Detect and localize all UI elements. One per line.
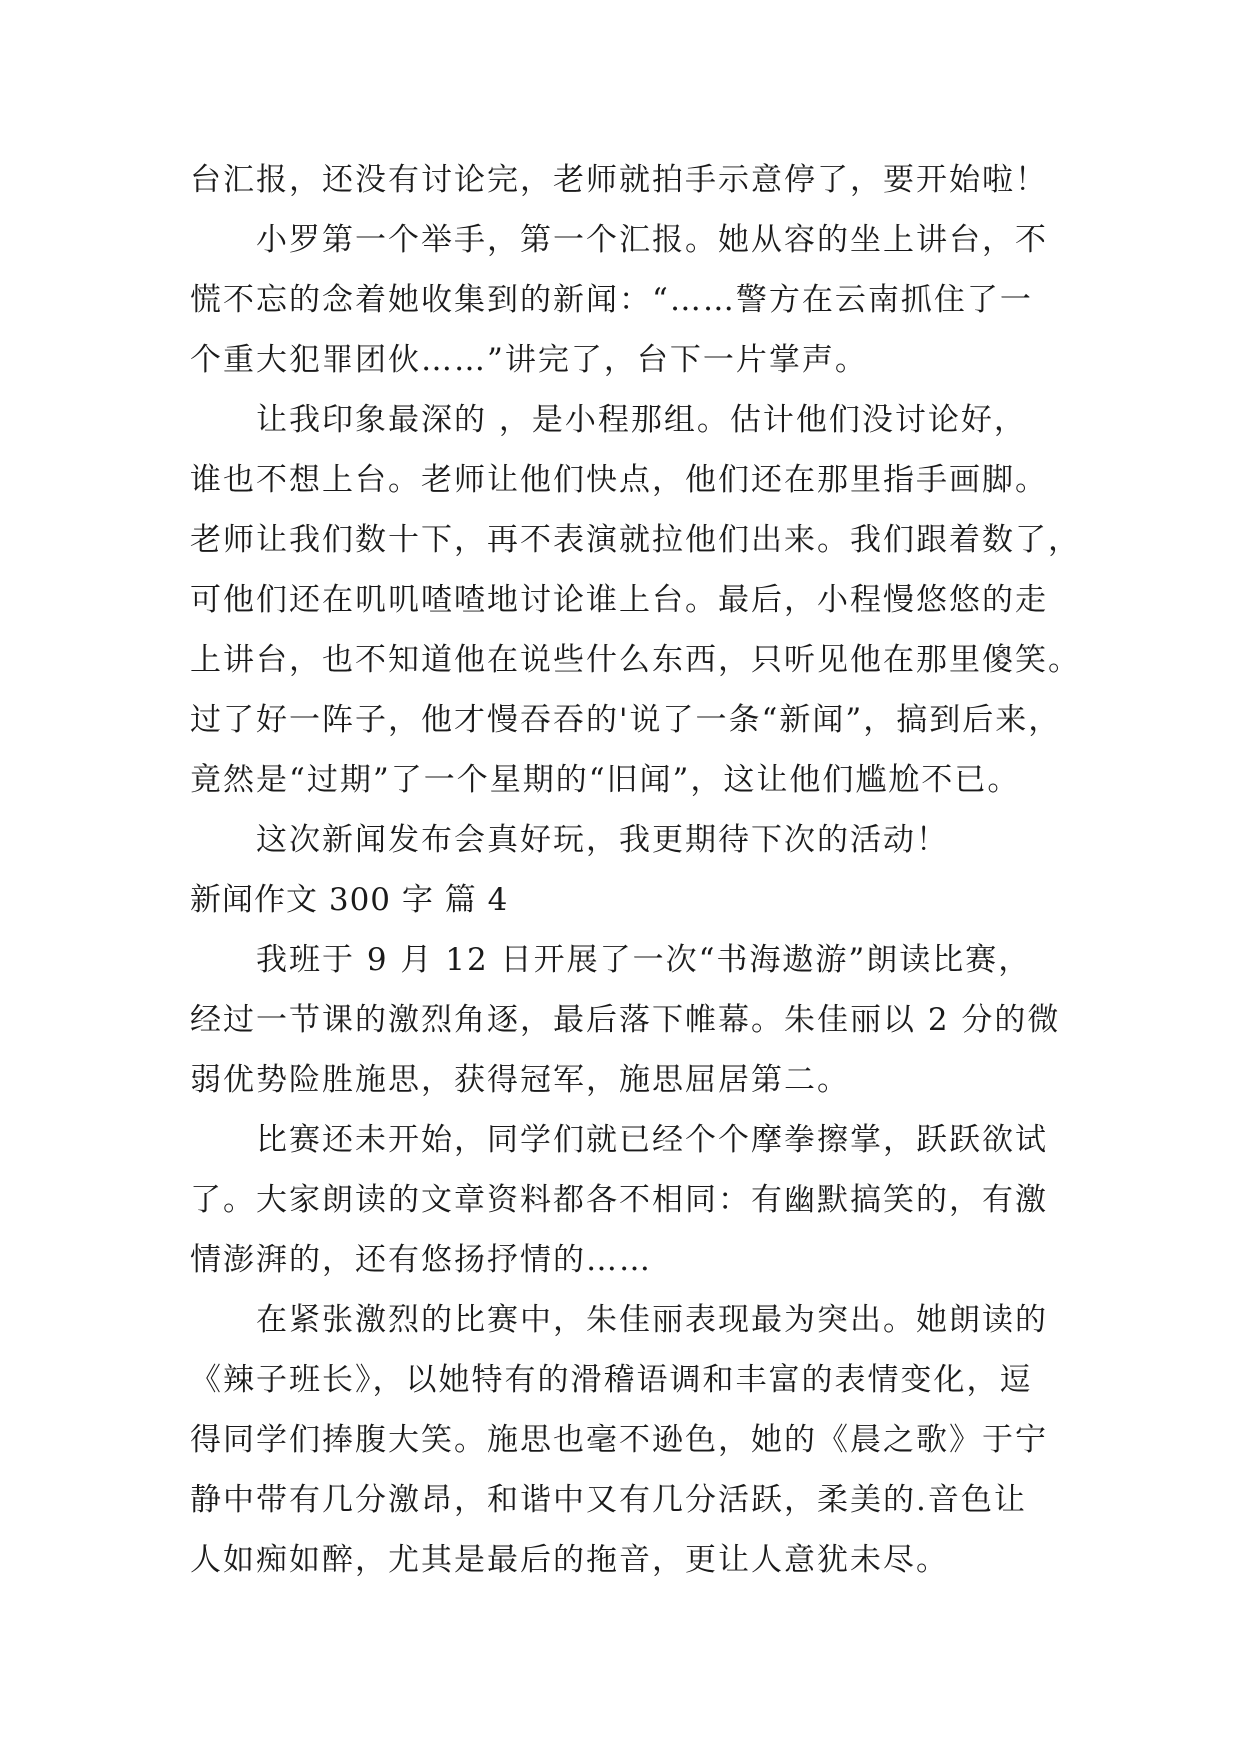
text-line: 情澎湃的，还有悠扬抒情的…… — [190, 1242, 652, 1278]
text-line: 了。大家朗读的文章资料都各不相同：有幽默搞笑的，有激 — [190, 1182, 1048, 1218]
text-line: 可他们还在叽叽喳喳地讨论谁上台。最后，小程慢悠悠的走 — [190, 582, 1048, 618]
text-line: 台汇报，还没有讨论完，老师就拍手示意停了，要开始啦！ — [190, 162, 1048, 198]
text-line: 慌不忘的念着她收集到的新闻：“……警方在云南抓住了一 — [190, 282, 1033, 318]
text-line: 我班于 9 月 12 日开展了一次“书海遨游”朗读比赛， — [256, 942, 1032, 978]
text-line: 竟然是“过期”了一个星期的“旧闻”，这让他们尴尬不已。 — [190, 762, 1021, 798]
text-line: 得同学们捧腹大笑。施思也毫不逊色，她的《晨之歌》于宁 — [190, 1422, 1048, 1458]
text-line: 上讲台，也不知道他在说些什么东西，只听见他在那里傻笑。 — [190, 642, 1081, 678]
article-body — [190, 150, 1081, 1590]
text-line: 《辣子班长》，以她特有的滑稽语调和丰富的表情变化，逗 — [190, 1362, 1033, 1398]
text-line: 小罗第一个举手，第一个汇报。她从容的坐上讲台，不 — [256, 222, 1048, 258]
text-line: 静中带有几分激昂，和谐中又有几分活跃，柔美的.音色让 — [190, 1482, 1027, 1518]
text-line: 比赛还未开始，同学们就已经个个摩拳擦掌，跃跃欲试 — [256, 1122, 1048, 1158]
text-line: 这次新闻发布会真好玩，我更期待下次的活动！ — [256, 822, 949, 858]
text-line: 弱优势险胜施思，获得冠军，施思屈居第二。 — [190, 1062, 850, 1098]
text-line: 让我印象最深的 ，是小程那组。估计他们没讨论好， — [256, 402, 1027, 438]
text-line: 人如痴如醉，尤其是最后的拖音，更让人意犹未尽。 — [190, 1542, 949, 1578]
section-heading: 新闻作文 300 字 篇 4 — [190, 882, 509, 918]
text-line: 在紧张激烈的比赛中，朱佳丽表现最为突出。她朗读的 — [256, 1302, 1048, 1338]
text-line: 老师让我们数十下，再不表演就拉他们出来。我们跟着数了， — [190, 522, 1081, 558]
text-line: 个重大犯罪团伙……”讲完了，台下一片掌声。 — [190, 342, 868, 378]
text-line: 谁也不想上台。老师让他们快点，他们还在那里指手画脚。 — [190, 462, 1048, 498]
text-line: 经过一节课的激烈角逐，最后落下帷幕。朱佳丽以 2 分的微 — [190, 1002, 1061, 1038]
text-line: 过了好一阵子，他才慢吞吞的'说了一条“新闻”，搞到后来， — [190, 702, 1062, 738]
